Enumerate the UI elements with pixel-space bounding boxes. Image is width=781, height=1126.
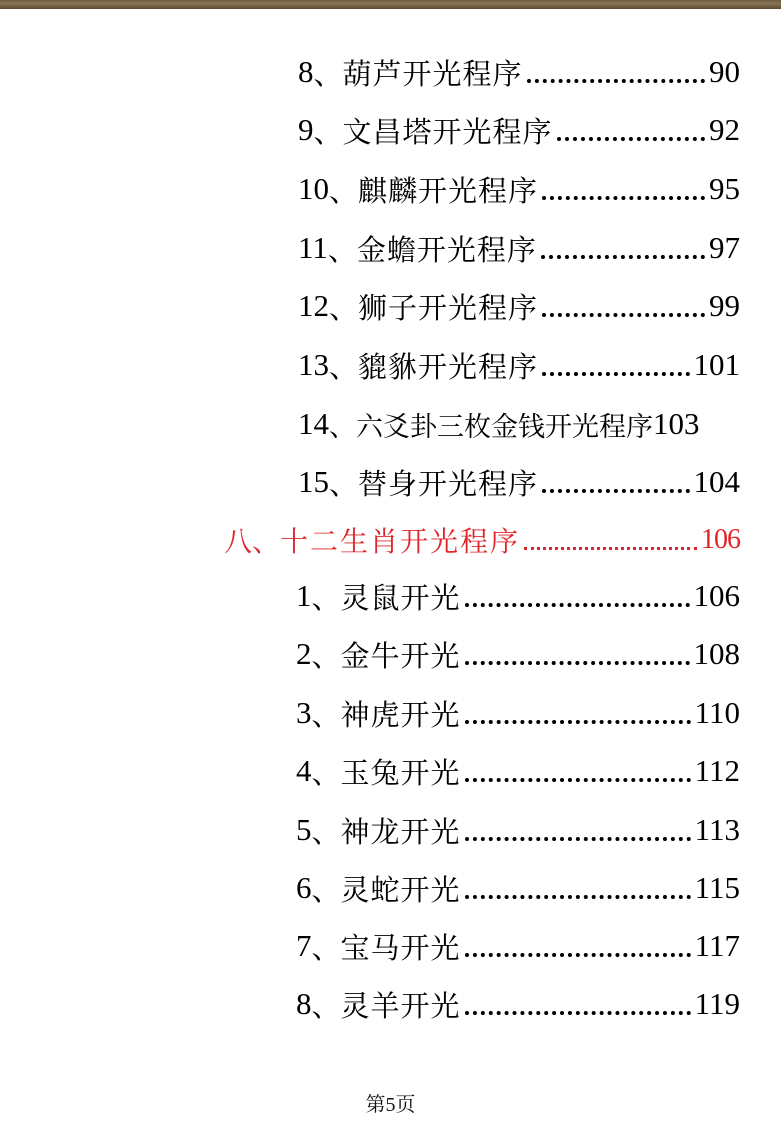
entry-title: 金牛开光 — [340, 638, 461, 673]
entry-separator: 、 — [311, 930, 341, 965]
entry-title: 神虎开光 — [340, 697, 461, 732]
entry-title: 灵蛇开光 — [340, 872, 461, 907]
dot-leader — [465, 868, 691, 908]
entry-number: 4 — [296, 753, 312, 788]
section-page-number: 106 — [701, 524, 740, 555]
toc-entry[interactable] — [298, 462, 740, 502]
dot-leader — [465, 984, 691, 1024]
toc-entry[interactable] — [298, 404, 740, 444]
toc-entry[interactable] — [296, 810, 740, 850]
dot-leader — [465, 634, 690, 674]
entry-title: 狮子开光程序 — [358, 290, 539, 325]
entry-separator: 、 — [311, 580, 341, 615]
entry-page-number: 97 — [709, 230, 740, 265]
top-border — [0, 0, 781, 9]
dot-leader — [542, 462, 689, 502]
entry-number: 2 — [296, 636, 312, 671]
toc-entry[interactable] — [296, 576, 740, 616]
page-footer: 第5页 — [365, 1094, 416, 1116]
entry-page-number: 112 — [694, 753, 740, 788]
dot-leader — [465, 810, 691, 850]
entry-title: 灵羊开光 — [340, 988, 461, 1023]
entry-title: 神龙开光 — [340, 814, 461, 849]
dot-leader — [542, 169, 705, 209]
entry-separator: 、 — [329, 173, 359, 208]
entry-page-number: 110 — [694, 695, 740, 730]
entry-separator: 、 — [311, 697, 341, 732]
entry-title: 文昌塔开光程序 — [342, 114, 553, 149]
dot-leader — [465, 751, 691, 791]
toc-entry[interactable] — [296, 868, 740, 908]
toc-entry[interactable] — [296, 751, 740, 791]
entry-title: 玉兔开光 — [340, 755, 461, 790]
entry-title: 葫芦开光程序 — [342, 56, 523, 91]
entry-title: 灵鼠开光 — [340, 580, 461, 615]
toc-entry[interactable] — [298, 286, 740, 326]
entry-title: 金蟾开光程序 — [356, 232, 537, 267]
entry-page-number: 90 — [709, 54, 740, 89]
toc-entry[interactable] — [296, 693, 740, 733]
entry-separator: 、 — [329, 466, 359, 501]
entry-separator: 、 — [329, 349, 359, 384]
dot-leader — [542, 286, 705, 326]
entry-number: 1 — [296, 578, 312, 613]
entry-separator: 、 — [313, 114, 343, 149]
entry-page-number: 99 — [709, 288, 740, 323]
dot-leader — [557, 110, 705, 150]
entry-page-number: 95 — [709, 171, 740, 206]
entry-number: 9 — [298, 112, 314, 147]
section-title: 十二生肖开光程序 — [280, 525, 521, 558]
dot-leader — [541, 228, 705, 268]
entry-page-number: 104 — [693, 464, 740, 499]
dot-leader — [465, 576, 690, 616]
entry-separator: 、 — [311, 755, 341, 790]
entry-number: 15 — [298, 464, 329, 499]
entry-separator: 、 — [311, 872, 341, 907]
dot-leader — [524, 520, 697, 560]
entry-page-number: 108 — [693, 636, 740, 671]
entry-separator: 、 — [329, 290, 359, 325]
entry-page-number: 113 — [694, 812, 740, 847]
toc-entry[interactable] — [298, 228, 740, 268]
toc-entry[interactable] — [298, 169, 740, 209]
dot-leader — [465, 926, 691, 966]
entry-page-number: 119 — [694, 986, 740, 1021]
entry-number: 12 — [298, 288, 329, 323]
section-heading-entry[interactable] — [224, 520, 740, 560]
entry-title: 麒麟开光程序 — [358, 173, 539, 208]
entry-number: 5 — [296, 812, 312, 847]
toc-entry[interactable] — [296, 634, 740, 674]
entry-title: 六爻卦三枚金钱开光程序 — [356, 411, 653, 443]
dot-leader — [465, 693, 691, 733]
entry-separator: 、 — [313, 56, 343, 91]
entry-title: 替身开光程序 — [358, 466, 539, 501]
entry-page-number: 103 — [653, 406, 700, 441]
entry-number: 3 — [296, 695, 312, 730]
entry-number: 8 — [296, 986, 312, 1021]
toc-entry[interactable] — [298, 52, 740, 92]
entry-separator: 、 — [311, 638, 341, 673]
entry-separator: 、 — [311, 814, 341, 849]
dot-leader — [527, 52, 705, 92]
entry-number: 7 — [296, 928, 312, 963]
toc-entry[interactable] — [298, 345, 740, 385]
entry-separator: 、 — [311, 988, 341, 1023]
entry-page-number: 106 — [693, 578, 740, 613]
entry-separator: 、 — [327, 232, 357, 267]
entry-number: 8 — [298, 54, 314, 89]
entry-number: 6 — [296, 870, 312, 905]
entry-number: 10 — [298, 171, 329, 206]
section-number: 八 — [224, 525, 253, 558]
entry-page-number: 117 — [694, 928, 740, 963]
entry-separator: 、 — [329, 411, 356, 443]
entry-number: 14 — [298, 406, 329, 441]
toc-entry[interactable] — [298, 110, 740, 150]
toc-entry[interactable] — [296, 926, 740, 966]
entry-page-number: 115 — [694, 870, 740, 905]
entry-number: 11 — [298, 230, 328, 265]
entry-page-number: 101 — [693, 347, 740, 382]
entry-page-number: 92 — [709, 112, 740, 147]
entry-number: 13 — [298, 347, 329, 382]
entry-separator: 、 — [252, 525, 281, 558]
dot-leader — [542, 345, 689, 385]
toc-entry[interactable] — [296, 984, 740, 1024]
entry-title: 貔貅开光程序 — [358, 349, 539, 384]
entry-title: 宝马开光 — [340, 930, 461, 965]
